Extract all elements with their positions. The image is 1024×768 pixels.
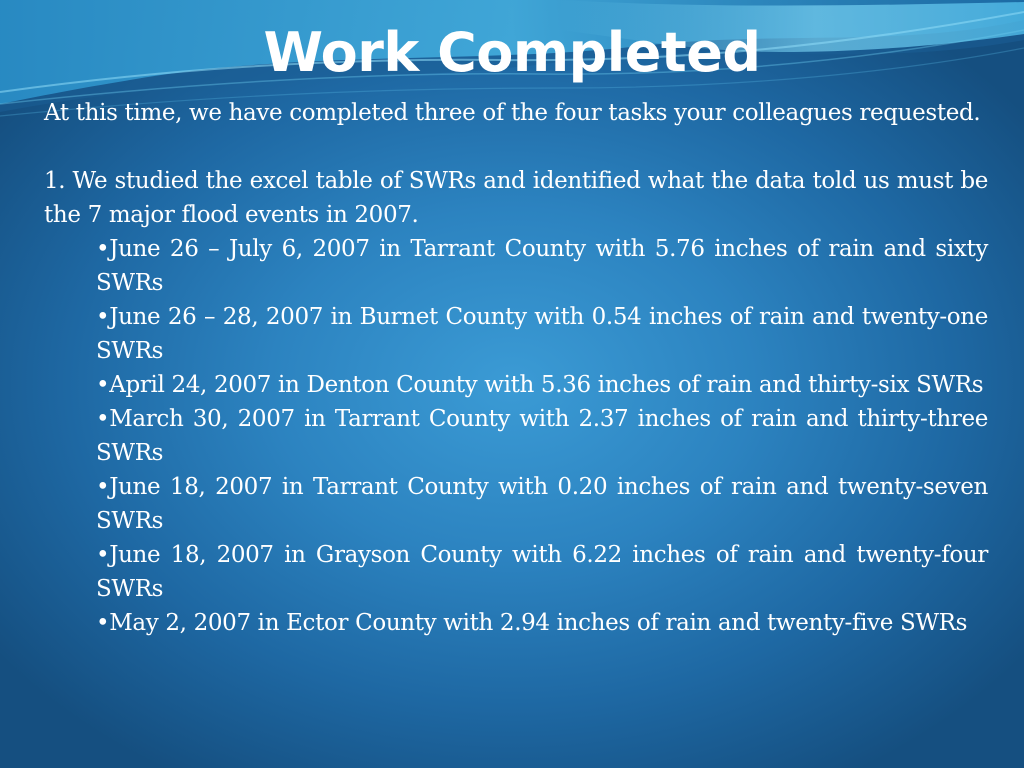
list-item: •June 18, 2007 in Tarrant County with 0.20 inches of rain and twenty-seven SWRs xyxy=(96,474,988,534)
list-item: •June 26 – 28, 2007 in Burnet County with 0.54 inches of rain and twenty-one SWRs xyxy=(96,304,988,364)
intro-paragraph: At this time, we have completed three of the four tasks your colleagues requested. xyxy=(44,100,981,126)
spacer xyxy=(44,130,988,164)
task-1-paragraph: 1. We studied the excel table of SWRs and identified what the data told us must be the 7 major flood events in 2007. xyxy=(44,168,988,228)
flood-events-list xyxy=(44,232,988,640)
list-item: •May 2, 2007 in Ector County with 2.94 inches of rain and twenty-five SWRs xyxy=(96,610,968,636)
list-item: •June 26 – July 6, 2007 in Tarrant County with 5.76 inches of rain and sixty SWRs xyxy=(96,236,988,296)
slide-body xyxy=(44,96,988,640)
list-item: •June 18, 2007 in Grayson County with 6.22 inches of rain and twenty-four SWRs xyxy=(96,542,988,602)
list-item: •April 24, 2007 in Denton County with 5.36 inches of rain and thirty-six SWRs xyxy=(96,372,984,398)
list-item: •March 30, 2007 in Tarrant County with 2.37 inches of rain and thirty-three SWRs xyxy=(96,406,988,466)
slide-title: Work Completed xyxy=(263,21,761,84)
